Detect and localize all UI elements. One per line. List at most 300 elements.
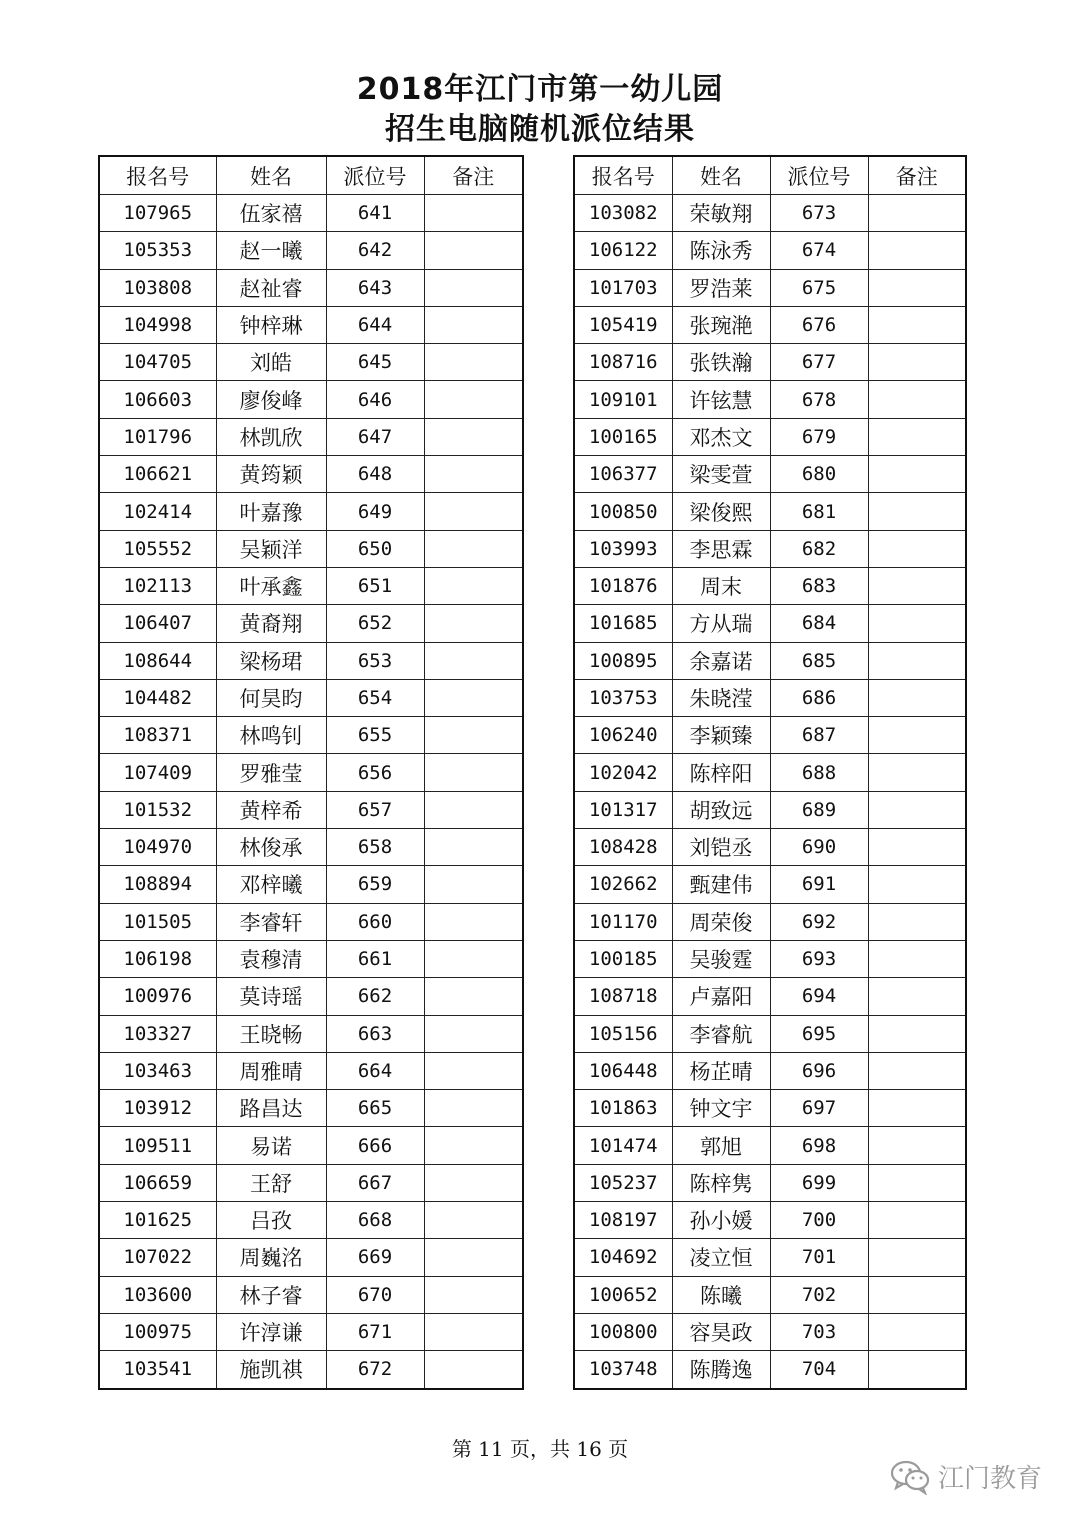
placement-number-cell: 656 xyxy=(326,754,424,791)
student-name-cell: 王舒 xyxy=(216,1164,326,1201)
placement-number-cell: 670 xyxy=(326,1276,424,1313)
registration-number-cell: 109101 xyxy=(574,381,672,418)
placement-number-cell: 687 xyxy=(770,717,868,754)
student-name-cell: 胡致远 xyxy=(672,791,770,828)
placement-number-cell: 685 xyxy=(770,642,868,679)
student-name-cell: 邓杰文 xyxy=(672,418,770,455)
student-name-cell: 李睿轩 xyxy=(216,903,326,940)
student-name-cell: 卢嘉阳 xyxy=(672,978,770,1015)
table-row xyxy=(574,1127,966,1164)
registration-number-cell: 102414 xyxy=(99,493,216,530)
student-name-cell: 吴颖洋 xyxy=(216,530,326,567)
student-name-cell: 刘铠丞 xyxy=(672,829,770,866)
header-row xyxy=(99,156,523,195)
remark-cell xyxy=(424,903,523,940)
registration-number-cell: 103600 xyxy=(99,1276,216,1313)
student-name-cell: 梁杨珺 xyxy=(216,642,326,679)
left-results-table xyxy=(98,155,524,1390)
placement-number-cell: 677 xyxy=(770,344,868,381)
student-name-cell: 袁穆清 xyxy=(216,940,326,977)
remark-cell xyxy=(868,940,966,977)
student-name-cell: 张琬滟 xyxy=(672,306,770,343)
student-name-cell: 陈梓阳 xyxy=(672,754,770,791)
remark-cell xyxy=(424,1239,523,1276)
registration-number-cell: 108716 xyxy=(574,344,672,381)
student-name-cell: 李睿航 xyxy=(672,1015,770,1052)
table-row xyxy=(574,381,966,418)
registration-number-cell: 101170 xyxy=(574,903,672,940)
remark-cell xyxy=(868,195,966,232)
table-row xyxy=(574,1202,966,1239)
registration-number-cell: 106198 xyxy=(99,940,216,977)
table-row xyxy=(574,1015,966,1052)
student-name-cell: 叶嘉豫 xyxy=(216,493,326,530)
registration-number-cell: 103327 xyxy=(99,1015,216,1052)
table-row xyxy=(99,567,523,604)
student-name-cell: 许铉慧 xyxy=(672,381,770,418)
registration-number-cell: 106603 xyxy=(99,381,216,418)
registration-number-cell: 108371 xyxy=(99,717,216,754)
registration-number-cell: 100975 xyxy=(99,1313,216,1350)
placement-number-cell: 653 xyxy=(326,642,424,679)
placement-number-cell: 700 xyxy=(770,1202,868,1239)
table-row xyxy=(574,232,966,269)
remark-cell xyxy=(424,493,523,530)
table-row xyxy=(574,344,966,381)
table-row xyxy=(574,605,966,642)
remark-cell xyxy=(424,605,523,642)
student-name-cell: 陈曦 xyxy=(672,1276,770,1313)
placement-number-cell: 698 xyxy=(770,1127,868,1164)
student-name-cell: 廖俊峰 xyxy=(216,381,326,418)
remark-cell xyxy=(868,1052,966,1089)
placement-number-cell: 694 xyxy=(770,978,868,1015)
placement-number-cell: 690 xyxy=(770,829,868,866)
table-row xyxy=(574,717,966,754)
remark-cell xyxy=(868,754,966,791)
table-row xyxy=(574,1090,966,1127)
remark-cell xyxy=(868,1313,966,1350)
table-row xyxy=(99,1351,523,1389)
remark-cell xyxy=(868,679,966,716)
student-name-cell: 周巍洺 xyxy=(216,1239,326,1276)
remark-cell xyxy=(868,903,966,940)
remark-cell xyxy=(868,344,966,381)
placement-number-cell: 669 xyxy=(326,1239,424,1276)
placement-number-cell: 665 xyxy=(326,1090,424,1127)
remark-cell xyxy=(424,1090,523,1127)
placement-number-cell: 652 xyxy=(326,605,424,642)
table-row xyxy=(99,1015,523,1052)
placement-number-cell: 702 xyxy=(770,1276,868,1313)
placement-number-cell: 673 xyxy=(770,195,868,232)
registration-number-cell: 107022 xyxy=(99,1239,216,1276)
remark-cell xyxy=(868,1239,966,1276)
remark-cell xyxy=(424,195,523,232)
student-name-cell: 陈梓隽 xyxy=(672,1164,770,1201)
table-row xyxy=(574,940,966,977)
registration-number-cell: 101532 xyxy=(99,791,216,828)
registration-number-cell: 108428 xyxy=(574,829,672,866)
registration-number-cell: 104482 xyxy=(99,679,216,716)
table-row xyxy=(99,903,523,940)
table-row xyxy=(574,1276,966,1313)
placement-number-cell: 654 xyxy=(326,679,424,716)
table-row xyxy=(574,418,966,455)
remark-cell xyxy=(424,866,523,903)
placement-number-cell: 655 xyxy=(326,717,424,754)
student-name-cell: 施凯祺 xyxy=(216,1351,326,1389)
placement-number-cell: 695 xyxy=(770,1015,868,1052)
student-name-cell: 朱晓滢 xyxy=(672,679,770,716)
registration-number-cell: 105353 xyxy=(99,232,216,269)
student-name-cell: 梁雯萱 xyxy=(672,456,770,493)
table-row xyxy=(99,978,523,1015)
page-footer: 第 11 页，共 16 页 xyxy=(451,1437,629,1461)
header-row xyxy=(574,156,966,195)
remark-cell xyxy=(424,1313,523,1350)
table-row xyxy=(99,381,523,418)
student-name-cell: 林凯欣 xyxy=(216,418,326,455)
registration-number-cell: 104692 xyxy=(574,1239,672,1276)
placement-number-cell: 668 xyxy=(326,1202,424,1239)
placement-number-cell: 659 xyxy=(326,866,424,903)
student-name-cell: 邓梓曦 xyxy=(216,866,326,903)
page-subtitle: 招生电脑随机派位结果 xyxy=(385,112,695,147)
remark-cell xyxy=(868,1127,966,1164)
student-name-cell: 赵祉睿 xyxy=(216,269,326,306)
table-row xyxy=(99,1127,523,1164)
placement-number-cell: 645 xyxy=(326,344,424,381)
placement-number-cell: 658 xyxy=(326,829,424,866)
table-row xyxy=(99,456,523,493)
placement-number-cell: 651 xyxy=(326,567,424,604)
right-results-table xyxy=(573,155,967,1390)
registration-number-cell: 105552 xyxy=(99,530,216,567)
registration-number-cell: 107965 xyxy=(99,195,216,232)
placement-number-cell: 657 xyxy=(326,791,424,828)
student-name-cell: 吴骏霆 xyxy=(672,940,770,977)
registration-number-cell: 106240 xyxy=(574,717,672,754)
placement-number-cell: 649 xyxy=(326,493,424,530)
placement-number-cell: 693 xyxy=(770,940,868,977)
remark-cell xyxy=(424,567,523,604)
table-row xyxy=(574,567,966,604)
remark-cell xyxy=(424,679,523,716)
student-name-cell: 钟文宇 xyxy=(672,1090,770,1127)
student-name-cell: 许淳谦 xyxy=(216,1313,326,1350)
placement-number-cell: 691 xyxy=(770,866,868,903)
table-row xyxy=(99,1090,523,1127)
column-header-name: 姓名 xyxy=(672,156,770,195)
table-row xyxy=(99,754,523,791)
student-name-cell: 方从瑞 xyxy=(672,605,770,642)
student-name-cell: 甄建伟 xyxy=(672,866,770,903)
registration-number-cell: 101474 xyxy=(574,1127,672,1164)
remark-cell xyxy=(424,940,523,977)
student-name-cell: 刘皓 xyxy=(216,344,326,381)
remark-cell xyxy=(424,829,523,866)
registration-number-cell: 109511 xyxy=(99,1127,216,1164)
student-name-cell: 罗雅莹 xyxy=(216,754,326,791)
remark-cell xyxy=(868,1202,966,1239)
remark-cell xyxy=(424,232,523,269)
student-name-cell: 叶承鑫 xyxy=(216,567,326,604)
registration-number-cell: 101625 xyxy=(99,1202,216,1239)
registration-number-cell: 103748 xyxy=(574,1351,672,1389)
remark-cell xyxy=(424,381,523,418)
registration-number-cell: 103808 xyxy=(99,269,216,306)
registration-number-cell: 100185 xyxy=(574,940,672,977)
column-header-id: 报名号 xyxy=(99,156,216,195)
placement-number-cell: 661 xyxy=(326,940,424,977)
remark-cell xyxy=(424,1164,523,1201)
placement-number-cell: 682 xyxy=(770,530,868,567)
registration-number-cell: 100800 xyxy=(574,1313,672,1350)
student-name-cell: 孙小媛 xyxy=(672,1202,770,1239)
table-row xyxy=(99,679,523,716)
placement-number-cell: 678 xyxy=(770,381,868,418)
column-header-number: 派位号 xyxy=(326,156,424,195)
placement-number-cell: 680 xyxy=(770,456,868,493)
remark-cell xyxy=(424,754,523,791)
remark-cell xyxy=(424,456,523,493)
student-name-cell: 伍家禧 xyxy=(216,195,326,232)
table-row xyxy=(574,866,966,903)
remark-cell xyxy=(424,791,523,828)
registration-number-cell: 101703 xyxy=(574,269,672,306)
registration-number-cell: 100895 xyxy=(574,642,672,679)
registration-number-cell: 108894 xyxy=(99,866,216,903)
placement-number-cell: 699 xyxy=(770,1164,868,1201)
placement-number-cell: 686 xyxy=(770,679,868,716)
remark-cell xyxy=(868,1164,966,1201)
column-header-name: 姓名 xyxy=(216,156,326,195)
column-header-note: 备注 xyxy=(868,156,966,195)
student-name-cell: 钟梓琳 xyxy=(216,306,326,343)
student-name-cell: 容昊政 xyxy=(672,1313,770,1350)
remark-cell xyxy=(868,232,966,269)
placement-number-cell: 648 xyxy=(326,456,424,493)
placement-number-cell: 671 xyxy=(326,1313,424,1350)
student-name-cell: 林鸣钊 xyxy=(216,717,326,754)
placement-number-cell: 692 xyxy=(770,903,868,940)
table-row xyxy=(99,605,523,642)
registration-number-cell: 103753 xyxy=(574,679,672,716)
registration-number-cell: 100976 xyxy=(99,978,216,1015)
table-row xyxy=(574,1164,966,1201)
registration-number-cell: 102662 xyxy=(574,866,672,903)
remark-cell xyxy=(868,1351,966,1389)
column-header-note: 备注 xyxy=(424,156,523,195)
remark-cell xyxy=(868,456,966,493)
table-row xyxy=(574,456,966,493)
student-name-cell: 赵一曦 xyxy=(216,232,326,269)
table-row xyxy=(574,1351,966,1389)
registration-number-cell: 105237 xyxy=(574,1164,672,1201)
student-name-cell: 莫诗瑶 xyxy=(216,978,326,1015)
remark-cell xyxy=(424,269,523,306)
registration-number-cell: 100652 xyxy=(574,1276,672,1313)
table-row xyxy=(99,418,523,455)
registration-number-cell: 108718 xyxy=(574,978,672,1015)
student-name-cell: 荣敏翔 xyxy=(672,195,770,232)
remark-cell xyxy=(424,530,523,567)
remark-cell xyxy=(868,866,966,903)
remark-cell xyxy=(424,642,523,679)
remark-cell xyxy=(424,1202,523,1239)
page-title: 2018年江门市第一幼儿园 xyxy=(356,72,724,107)
remark-cell xyxy=(868,530,966,567)
table-row xyxy=(99,269,523,306)
remark-cell xyxy=(424,344,523,381)
placement-number-cell: 641 xyxy=(326,195,424,232)
remark-cell xyxy=(868,642,966,679)
table-row xyxy=(99,829,523,866)
registration-number-cell: 103912 xyxy=(99,1090,216,1127)
placement-number-cell: 660 xyxy=(326,903,424,940)
registration-number-cell: 108644 xyxy=(99,642,216,679)
registration-number-cell: 103993 xyxy=(574,530,672,567)
watermark xyxy=(890,1458,1042,1495)
remark-cell xyxy=(424,1015,523,1052)
table-row xyxy=(99,642,523,679)
student-name-cell: 易诺 xyxy=(216,1127,326,1164)
placement-number-cell: 663 xyxy=(326,1015,424,1052)
registration-number-cell: 106448 xyxy=(574,1052,672,1089)
placement-number-cell: 647 xyxy=(326,418,424,455)
student-name-cell: 余嘉诺 xyxy=(672,642,770,679)
column-header-number: 派位号 xyxy=(770,156,868,195)
wechat-icon xyxy=(890,1459,932,1495)
registration-number-cell: 101505 xyxy=(99,903,216,940)
student-name-cell: 黄梓希 xyxy=(216,791,326,828)
placement-number-cell: 697 xyxy=(770,1090,868,1127)
placement-number-cell: 688 xyxy=(770,754,868,791)
student-name-cell: 周末 xyxy=(672,567,770,604)
student-name-cell: 何昊昀 xyxy=(216,679,326,716)
placement-number-cell: 679 xyxy=(770,418,868,455)
placement-number-cell: 683 xyxy=(770,567,868,604)
placement-number-cell: 644 xyxy=(326,306,424,343)
table-row xyxy=(574,903,966,940)
watermark-text: 江门教育 xyxy=(938,1464,1043,1494)
table-row xyxy=(99,1052,523,1089)
remark-cell xyxy=(868,605,966,642)
registration-number-cell: 106122 xyxy=(574,232,672,269)
remark-cell xyxy=(424,978,523,1015)
table-row xyxy=(99,195,523,232)
remark-cell xyxy=(868,306,966,343)
registration-number-cell: 106659 xyxy=(99,1164,216,1201)
placement-number-cell: 667 xyxy=(326,1164,424,1201)
remark-cell xyxy=(868,978,966,1015)
placement-number-cell: 674 xyxy=(770,232,868,269)
table-row xyxy=(574,530,966,567)
registration-number-cell: 101863 xyxy=(574,1090,672,1127)
remark-cell xyxy=(868,1090,966,1127)
student-name-cell: 李颖臻 xyxy=(672,717,770,754)
table-row xyxy=(99,1239,523,1276)
registration-number-cell: 102042 xyxy=(574,754,672,791)
remark-cell xyxy=(868,829,966,866)
column-header-id: 报名号 xyxy=(574,156,672,195)
table-row xyxy=(99,306,523,343)
table-row xyxy=(99,493,523,530)
table-row xyxy=(574,679,966,716)
table-row xyxy=(574,754,966,791)
student-name-cell: 林子睿 xyxy=(216,1276,326,1313)
student-name-cell: 周雅晴 xyxy=(216,1052,326,1089)
student-name-cell: 李思霖 xyxy=(672,530,770,567)
table-row xyxy=(574,978,966,1015)
registration-number-cell: 103541 xyxy=(99,1351,216,1389)
student-name-cell: 周荣俊 xyxy=(672,903,770,940)
remark-cell xyxy=(868,269,966,306)
placement-number-cell: 662 xyxy=(326,978,424,1015)
remark-cell xyxy=(424,1351,523,1389)
student-name-cell: 路昌达 xyxy=(216,1090,326,1127)
registration-number-cell: 103082 xyxy=(574,195,672,232)
table-row xyxy=(574,1052,966,1089)
remark-cell xyxy=(424,1276,523,1313)
placement-number-cell: 646 xyxy=(326,381,424,418)
student-name-cell: 张铁瀚 xyxy=(672,344,770,381)
remark-cell xyxy=(424,418,523,455)
registration-number-cell: 102113 xyxy=(99,567,216,604)
placement-number-cell: 696 xyxy=(770,1052,868,1089)
table-row xyxy=(574,306,966,343)
registration-number-cell: 104970 xyxy=(99,829,216,866)
placement-number-cell: 684 xyxy=(770,605,868,642)
table-row xyxy=(574,195,966,232)
table-row xyxy=(574,493,966,530)
remark-cell xyxy=(868,717,966,754)
student-name-cell: 林俊承 xyxy=(216,829,326,866)
registration-number-cell: 106621 xyxy=(99,456,216,493)
registration-number-cell: 100165 xyxy=(574,418,672,455)
placement-number-cell: 666 xyxy=(326,1127,424,1164)
table-row xyxy=(99,344,523,381)
registration-number-cell: 107409 xyxy=(99,754,216,791)
table-row xyxy=(574,791,966,828)
table-row xyxy=(574,269,966,306)
table-row xyxy=(99,530,523,567)
student-name-cell: 吕孜 xyxy=(216,1202,326,1239)
student-name-cell: 王晓畅 xyxy=(216,1015,326,1052)
remark-cell xyxy=(868,791,966,828)
remark-cell xyxy=(424,1127,523,1164)
student-name-cell: 黄筠颖 xyxy=(216,456,326,493)
placement-number-cell: 704 xyxy=(770,1351,868,1389)
table-row xyxy=(99,717,523,754)
placement-number-cell: 703 xyxy=(770,1313,868,1350)
placement-number-cell: 689 xyxy=(770,791,868,828)
remark-cell xyxy=(424,1052,523,1089)
student-name-cell: 梁俊熙 xyxy=(672,493,770,530)
registration-number-cell: 101317 xyxy=(574,791,672,828)
table-row xyxy=(574,1313,966,1350)
table-row xyxy=(99,1202,523,1239)
remark-cell xyxy=(868,1015,966,1052)
remark-cell xyxy=(868,418,966,455)
registration-number-cell: 103463 xyxy=(99,1052,216,1089)
registration-number-cell: 104705 xyxy=(99,344,216,381)
table-row xyxy=(99,940,523,977)
placement-number-cell: 664 xyxy=(326,1052,424,1089)
placement-number-cell: 676 xyxy=(770,306,868,343)
registration-number-cell: 106377 xyxy=(574,456,672,493)
